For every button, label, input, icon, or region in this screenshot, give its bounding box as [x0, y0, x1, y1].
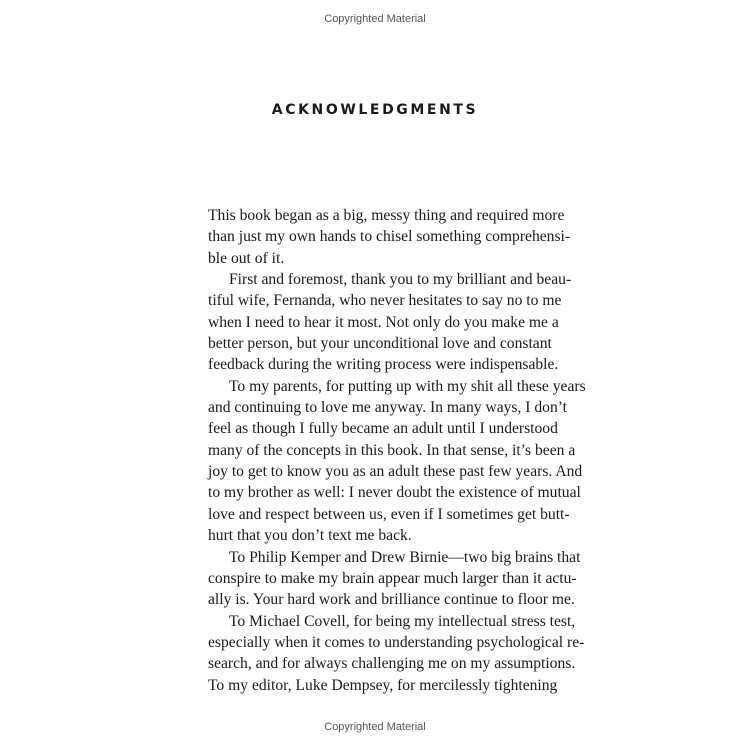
text-line: especially when it comes to understanding psychological re-: [208, 633, 585, 651]
text-line: feel as though I fully became an adult until I understood: [208, 420, 558, 438]
text-line: First and foremost, thank you to my brilliant and beau-: [229, 271, 572, 289]
text-line: love and respect between us, even if I sometimes get butt-: [208, 505, 570, 523]
text-line: To Philip Kemper and Drew Birnie—two big brains that: [229, 548, 581, 566]
text-line: ally is. Your hard work and brilliance continue to floor me.: [208, 591, 575, 609]
text-line: tiful wife, Fernanda, who never hesitates to say no to me: [208, 292, 562, 310]
copyright-watermark-bottom: Copyrighted Material: [324, 721, 426, 733]
text-line: when I need to hear it most. Not only do you make me a: [208, 313, 559, 331]
text-line: than just my own hands to chisel something comprehensi-: [208, 228, 571, 246]
text-line: search, and for always challenging me on my assumptions.: [208, 655, 576, 673]
text-line: hurt that you don’t text me back.: [208, 527, 412, 545]
text-line: conspire to make my brain appear much larger than it actu-: [208, 569, 577, 587]
text-line: ble out of it.: [208, 249, 285, 267]
body-text: [208, 205, 586, 696]
text-line: to my brother as well: I never doubt the existence of mutual: [208, 484, 581, 502]
text-line: many of the concepts in this book. In that sense, it’s been a: [208, 441, 576, 459]
text-line: joy to get to know you as an adult these past few years. And: [208, 463, 583, 481]
text-line: and continuing to love me anyway. In many ways, I don’t: [208, 399, 568, 417]
page-title: ACKNOWLEDGMENTS: [271, 102, 479, 118]
copyright-watermark-top: Copyrighted Material: [324, 13, 426, 25]
text-line: To Michael Covell, for being my intellectual stress test,: [229, 612, 576, 630]
text-line: better person, but your unconditional love and constant: [208, 335, 552, 353]
text-line: To my parents, for putting up with my shit all these years: [229, 377, 586, 395]
text-line: feedback during the writing process were indispensable.: [208, 356, 559, 374]
text-line: To my editor, Luke Dempsey, for mercilessly tightening: [208, 676, 558, 694]
text-line: This book began as a big, messy thing and required more: [208, 207, 565, 224]
